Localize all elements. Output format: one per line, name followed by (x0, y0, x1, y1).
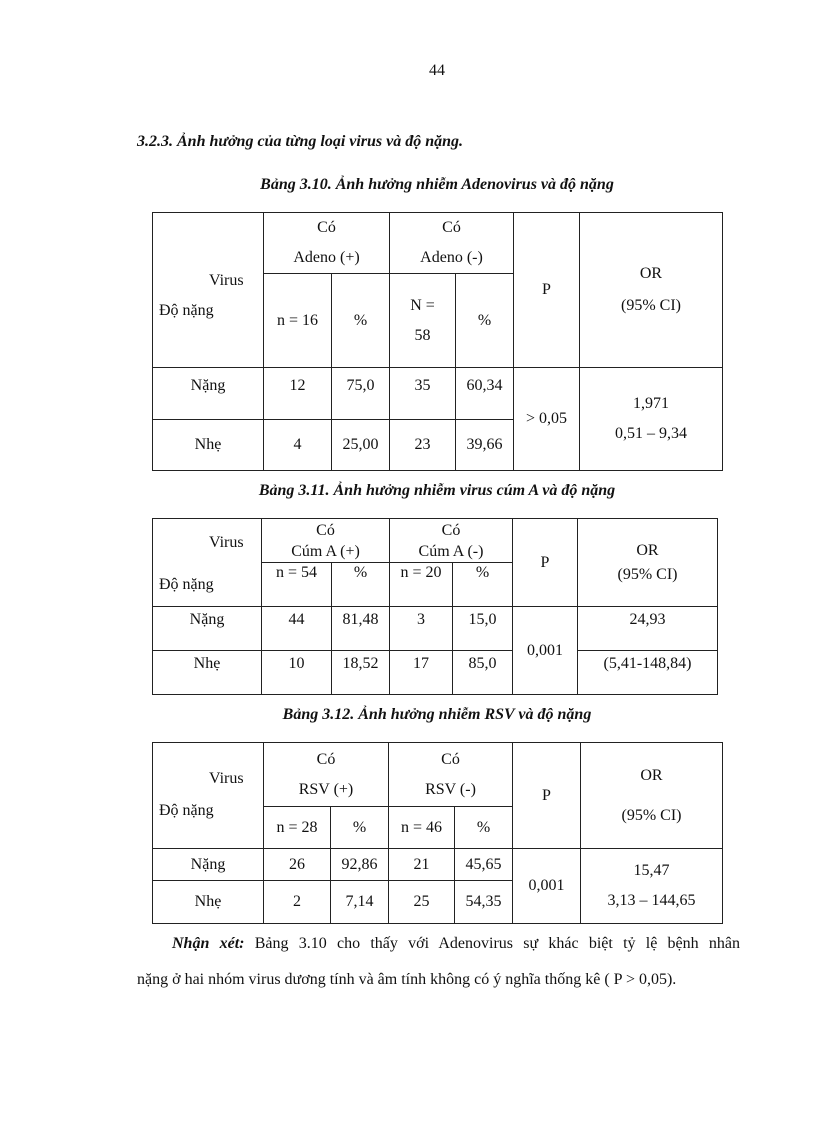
negative-group-line2: RSV (-) (425, 780, 476, 798)
percent-positive-cell: 25,00 (332, 420, 390, 471)
positive-group-line2: Cúm A (+) (291, 542, 360, 560)
percent-negative-cell: 39,66 (456, 420, 514, 471)
ci-value: 3,13 – 144,65 (607, 892, 696, 909)
row-label: Nặng (153, 849, 264, 881)
or-header-line1: OR (639, 265, 663, 282)
n-positive-header: n = 28 (264, 807, 331, 849)
or-value-cell (580, 368, 723, 471)
table-row (153, 368, 723, 420)
or-header-line2: (95% CI) (617, 565, 678, 583)
n-positive-cell: 4 (264, 420, 332, 471)
or-value: 1,971 (633, 395, 669, 412)
n-positive-header: n = 16 (264, 274, 332, 368)
ci-value: (5,41-148,84) (578, 651, 718, 695)
negative-group-line1: Có (442, 219, 461, 236)
or-header-line2: (95% CI) (621, 297, 681, 314)
positive-group-line2: RSV (+) (298, 780, 354, 798)
section-heading: 3.2.3. Ảnh hưởng của từng loại virus và độ nặng. (137, 133, 464, 150)
positive-group-header (262, 519, 390, 563)
severity-header: Độ nặng (159, 802, 214, 819)
n-negative-header: n = 46 (389, 807, 455, 849)
positive-group-header (264, 213, 390, 274)
percent-negative-cell: 60,34 (456, 368, 514, 420)
n-negative-cell: 23 (390, 420, 456, 471)
n-negative-cell: 25 (389, 881, 455, 924)
or-header-line2: (95% CI) (621, 806, 682, 824)
p-value: 0,001 (513, 607, 578, 695)
n-negative-header (390, 274, 456, 368)
table-3-10-caption: Bảng 3.10. Ảnh hưởng nhiễm Adenovirus và độ nặng (260, 176, 614, 193)
or-header (581, 743, 723, 849)
percent-negative-cell: 85,0 (453, 651, 513, 695)
p-header: P (514, 213, 580, 368)
n-positive-cell: 26 (264, 849, 331, 881)
percent-negative-header: % (455, 807, 513, 849)
n-negative-cell: 3 (390, 607, 453, 651)
table-row (153, 651, 718, 695)
percent-negative-header: % (456, 274, 514, 368)
severity-header: Độ nặng (159, 302, 214, 319)
percent-positive-cell: 18,52 (332, 651, 390, 695)
table-3-12-caption: Bảng 3.12. Ảnh hưởng nhiễm RSV và độ nặng (282, 706, 592, 723)
negative-group-line1: Có (441, 750, 460, 768)
positive-group-line2: Adeno (+) (293, 249, 360, 266)
table-3-11 (152, 518, 718, 695)
row-label: Nhẹ (153, 881, 264, 924)
ci-value: 0,51 – 9,34 (615, 425, 687, 442)
percent-negative-cell: 54,35 (455, 881, 513, 924)
n-positive-header: n = 54 (262, 563, 332, 607)
positive-group-line1: Có (316, 521, 335, 539)
or-header-line1: OR (640, 766, 663, 784)
n-negative-line2: 58 (414, 326, 431, 344)
percent-positive-cell: 7,14 (331, 881, 389, 924)
negative-group-header (390, 519, 513, 563)
n-positive-cell: 2 (264, 881, 331, 924)
positive-group-line1: Có (316, 750, 336, 768)
table-3-12 (152, 742, 723, 924)
n-negative-cell: 17 (390, 651, 453, 695)
table-row (153, 849, 723, 881)
percent-negative-header: % (453, 563, 513, 607)
virus-header: Virus (209, 770, 244, 787)
p-header: P (513, 743, 581, 849)
or-header (578, 519, 718, 607)
row-label: Nặng (153, 607, 262, 651)
n-negative-line1: N = (410, 296, 435, 314)
n-negative-cell: 35 (390, 368, 456, 420)
note-paragraph (137, 926, 740, 998)
note-line-1 (137, 926, 740, 962)
row-label: Nhẹ (153, 651, 262, 695)
table-3-10-corner-cell (153, 213, 264, 368)
p-value: 0,001 (513, 849, 581, 924)
n-positive-cell: 10 (262, 651, 332, 695)
severity-header: Độ nặng (159, 576, 214, 593)
percent-negative-cell: 15,0 (453, 607, 513, 651)
table-3-10 (152, 212, 723, 471)
p-header: P (513, 519, 578, 607)
or-header-line1: OR (636, 541, 659, 559)
negative-group-line1: Có (441, 521, 461, 539)
note-line-2: nặng ở hai nhóm virus dương tính và âm tính không có ý nghĩa thống kê ( P > 0,05). (137, 971, 677, 988)
row-label: Nhẹ (153, 420, 264, 471)
percent-positive-header: % (332, 563, 390, 607)
percent-negative-cell: 45,65 (455, 849, 513, 881)
percent-positive-cell: 92,86 (331, 849, 389, 881)
table-3-11-caption: Bảng 3.11. Ảnh hưởng nhiễm virus cúm A và độ nặng (258, 482, 616, 499)
note-text-1: Bảng 3.10 cho thấy với Adenovirus sự khác biệt tỷ lệ bệnh nhân (254, 935, 741, 952)
percent-positive-cell: 75,0 (332, 368, 390, 420)
virus-header: Virus (209, 534, 244, 551)
negative-group-line2: Cúm A (-) (418, 542, 484, 560)
virus-header: Virus (209, 272, 244, 289)
percent-positive-header: % (332, 274, 390, 368)
table-3-12-corner-cell (153, 743, 264, 849)
n-positive-cell: 44 (262, 607, 332, 651)
positive-group-line1: Có (317, 219, 336, 236)
negative-group-line2: Adeno (-) (420, 249, 483, 266)
or-value-cell (581, 849, 723, 924)
table-3-11-corner-cell (153, 519, 262, 607)
or-value: 24,93 (578, 607, 718, 651)
negative-group-header (390, 213, 514, 274)
positive-group-header (264, 743, 389, 807)
n-positive-cell: 12 (264, 368, 332, 420)
percent-positive-header: % (331, 807, 389, 849)
or-header (580, 213, 723, 368)
n-negative-header: n = 20 (390, 563, 453, 607)
table-row (153, 607, 718, 651)
negative-group-header (389, 743, 513, 807)
page-number: 44 (429, 62, 445, 79)
row-label: Nặng (153, 368, 264, 420)
n-negative-cell: 21 (389, 849, 455, 881)
or-value: 15,47 (633, 862, 670, 879)
note-label: Nhận xét: (172, 935, 245, 952)
p-value: > 0,05 (514, 368, 580, 471)
percent-positive-cell: 81,48 (332, 607, 390, 651)
